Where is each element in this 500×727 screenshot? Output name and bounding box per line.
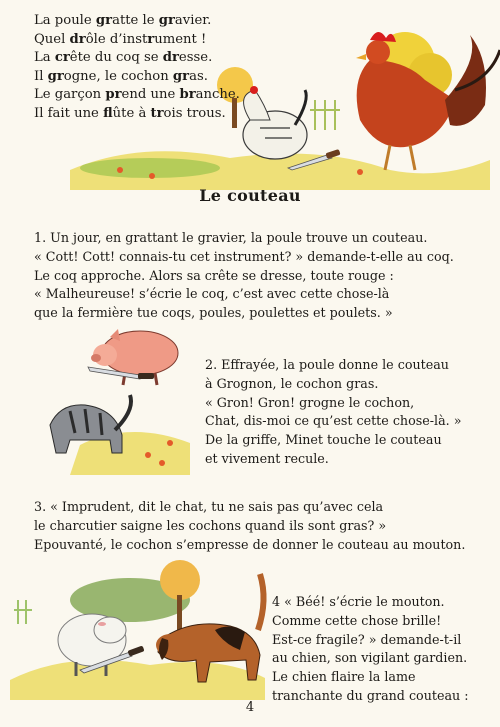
- paragraph-2: [205, 356, 462, 469]
- text-line: Chat, dis-moi ce qu’est cette chose-là. »: [205, 413, 462, 429]
- poem-line: [34, 31, 240, 50]
- poem-bold-fragment: r: [147, 31, 155, 47]
- text-line: Le chien flaire la lame: [272, 669, 416, 685]
- text-line: « Malheureuse! s’écrie le coq, c’est avec cette chose-là: [34, 286, 390, 302]
- sheep-dog-illustration: [10, 560, 270, 700]
- poem-fragment: ête du coq se: [69, 50, 163, 66]
- poem-fragment: La poule: [34, 13, 96, 28]
- text-line: Epouvanté, le cochon s’empresse de donner le couteau au mouton.: [34, 536, 466, 552]
- hen-figure: [243, 86, 307, 159]
- poem-line: [34, 49, 240, 68]
- text-line: et vivement recule.: [205, 450, 329, 466]
- paragraph-4: [272, 593, 469, 706]
- text-line: 2. Effrayée, la poule donne le couteau: [205, 357, 449, 372]
- poem-fragment: ogne, le cochon: [63, 68, 173, 84]
- poem-fragment: ûte à: [112, 105, 151, 121]
- text-line: « Gron! Gron! grogne le cochon,: [205, 394, 415, 410]
- text-line: 4 « Béé! s’écrie le mouton.: [272, 594, 445, 609]
- poem-bold-fragment: dr: [69, 31, 86, 47]
- poem-fragment: atte le: [112, 13, 159, 28]
- text-line: 1. Un jour, en grattant le gravier, la poule trouve un couteau.: [34, 230, 428, 245]
- poem-fragment: end une: [121, 87, 180, 103]
- poem-line: [34, 105, 240, 124]
- poem-bold-fragment: gr: [95, 13, 113, 28]
- poem-bold-fragment: gr: [158, 13, 175, 28]
- text-line: le charcutier saigne les cochons quand ils sont gras? »: [34, 517, 387, 533]
- poem-bold-fragment: fl: [103, 105, 113, 121]
- poem-bold-fragment: tr: [150, 105, 164, 121]
- poem-bold-fragment: br: [179, 87, 196, 103]
- poem-fragment: esse.: [178, 50, 213, 66]
- text-line: Comme cette chose brille!: [272, 612, 442, 628]
- poem-line: [34, 12, 240, 31]
- text-line: à Grognon, le cochon gras.: [205, 375, 379, 391]
- text-line: De la griffe, Minet touche le couteau: [205, 432, 442, 448]
- poem: [34, 12, 240, 124]
- poem-fragment: La: [34, 50, 55, 66]
- poem-fragment: anche.: [195, 87, 240, 103]
- poem-bold-fragment: gr: [47, 68, 64, 84]
- text-line: que la fermière tue coqs, poules, poulettes et poulets. »: [34, 305, 393, 321]
- text-line: 3. « Imprudent, dit le chat, tu ne sais pas qu’avec cela: [34, 499, 384, 514]
- pig-cat-illustration: [30, 325, 200, 475]
- poem-fragment: ois trous.: [163, 105, 226, 121]
- poem-fragment: Il: [34, 68, 48, 84]
- poem-fragment: ôle d’inst: [85, 31, 148, 47]
- poem-line: [34, 68, 240, 87]
- paragraph-1: [34, 229, 454, 323]
- poem-line: [34, 86, 240, 105]
- text-line: tranchante du grand couteau :: [272, 687, 469, 703]
- text-line: au chien, son vigilant gardien.: [272, 650, 468, 666]
- page-title: Le couteau: [199, 186, 301, 205]
- text-line: Est-ce fragile? » demande-t-il: [272, 631, 462, 647]
- poem-bold-fragment: dr: [162, 50, 179, 66]
- poem-fragment: as.: [189, 68, 208, 84]
- poem-bold-fragment: gr: [172, 68, 190, 84]
- text-line: Le coq approche. Alors sa crête se dresse, toute rouge :: [34, 267, 394, 283]
- paragraph-3: [34, 498, 465, 554]
- poem-fragment: Le garçon: [34, 87, 106, 103]
- poem-fragment: Il fait une: [34, 105, 104, 121]
- poem-bold-fragment: pr: [105, 87, 122, 103]
- poem-fragment: ument !: [154, 31, 207, 47]
- text-line: « Cott! Cott! connais-tu cet instrument? » demande-t-elle au coq.: [34, 248, 454, 264]
- poem-fragment: avier.: [174, 13, 212, 28]
- page-number: 4: [245, 700, 255, 715]
- poem-fragment: Quel: [34, 31, 70, 47]
- poem-bold-fragment: cr: [54, 50, 70, 66]
